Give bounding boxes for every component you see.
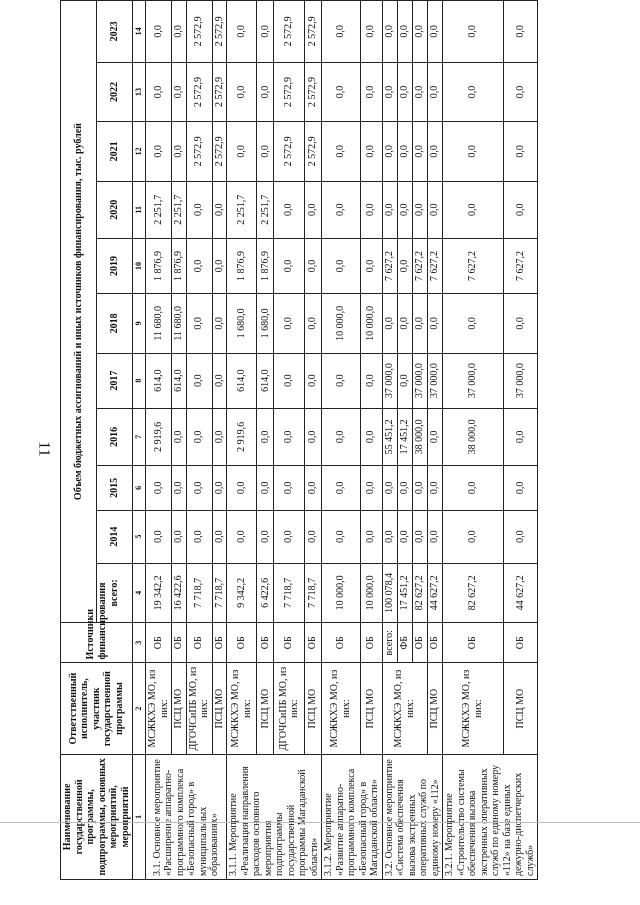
year-value-cell: 0,0 <box>397 238 412 293</box>
year-value-cell: 0,0 <box>322 353 361 408</box>
source-cell: ОБ <box>322 623 361 663</box>
source-cell: ОБ <box>212 623 227 663</box>
year-value-cell: 0,0 <box>172 122 187 181</box>
year-value-cell: 0,0 <box>304 353 321 408</box>
year-value-cell: 0,0 <box>397 62 412 121</box>
total-value-cell: 17 451,2 <box>397 563 412 622</box>
year-value-cell: 2 572,9 <box>274 62 304 121</box>
year-value-cell: 0,0 <box>412 62 427 121</box>
year-value-cell: 0,0 <box>322 408 361 465</box>
year-value-cell: 2 251,7 <box>146 181 172 238</box>
source-cell: ОБ <box>186 623 212 663</box>
executor-cell: МСЖКХЭ МО, из них: <box>227 663 257 754</box>
year-value-cell: 0,0 <box>186 466 212 511</box>
index-cell: 11 <box>133 181 146 238</box>
total-value-cell: 9 342,2 <box>227 563 257 622</box>
header-year: 2021 <box>97 122 133 181</box>
year-value-cell: 0,0 <box>172 510 187 563</box>
header-year: 2019 <box>97 238 133 293</box>
executor-cell: ДГОЧСиПБ МО, из них: <box>274 663 304 754</box>
year-value-cell: 0,0 <box>412 510 427 563</box>
year-value-cell: 0,0 <box>503 181 537 238</box>
year-value-cell: 0,0 <box>397 1 412 63</box>
year-value-cell: 0,0 <box>427 510 442 563</box>
year-value-cell: 7 627,2 <box>443 238 504 293</box>
page-number: 11 <box>35 441 53 457</box>
year-value-cell: 2 572,9 <box>304 122 321 181</box>
source-cell: ОБ <box>274 623 304 663</box>
year-value-cell: 0,0 <box>186 294 212 353</box>
table-row <box>172 1 187 880</box>
year-value-cell: 0,0 <box>412 294 427 353</box>
year-value-cell: 38 000,0 <box>412 408 427 465</box>
source-cell: ОБ <box>427 623 442 663</box>
year-value-cell: 2 572,9 <box>186 62 212 121</box>
year-value-cell: 1 876,9 <box>257 238 274 293</box>
index-row <box>133 1 146 880</box>
year-value-cell: 2 919,6 <box>227 408 257 465</box>
year-value-cell: 614,0 <box>257 353 274 408</box>
executor-cell: МСЖКХЭ МО, из них: <box>146 663 172 754</box>
year-value-cell: 0,0 <box>146 122 172 181</box>
header-name: Наименование государственной программы, подпрограммы, основных мероприятий, мероприятий <box>61 754 133 879</box>
year-value-cell: 0,0 <box>274 294 304 353</box>
year-value-cell: 2 251,7 <box>257 181 274 238</box>
header-year: 2023 <box>97 1 133 63</box>
year-value-cell: 2 572,9 <box>304 1 321 63</box>
source-cell: ОБ <box>227 623 257 663</box>
table-row <box>227 1 257 880</box>
total-value-cell: 7 718,7 <box>212 563 227 622</box>
executor-cell: ДГОЧСиПБ МО, из них: <box>186 663 212 754</box>
index-cell: 14 <box>133 1 146 63</box>
year-value-cell: 0,0 <box>257 62 274 121</box>
year-value-cell: 0,0 <box>186 510 212 563</box>
executor-cell: ПСЦ МО <box>172 663 187 754</box>
header-year: 2020 <box>97 181 133 238</box>
page-bottom-rule <box>0 822 640 823</box>
year-value-cell: 55 451,2 <box>382 408 397 465</box>
year-value-cell: 0,0 <box>503 466 537 511</box>
index-cell: 5 <box>133 510 146 563</box>
executor-cell: МСЖКХЭ МО, из них: <box>322 663 361 754</box>
year-value-cell: 2 572,9 <box>274 122 304 181</box>
year-value-cell: 0,0 <box>227 466 257 511</box>
year-value-cell: 0,0 <box>257 510 274 563</box>
table-row <box>212 1 227 880</box>
table-row <box>503 1 537 880</box>
year-value-cell: 7 627,2 <box>503 238 537 293</box>
year-value-cell: 0,0 <box>227 62 257 121</box>
source-cell: ОБ <box>412 623 427 663</box>
year-value-cell: 0,0 <box>397 122 412 181</box>
year-value-cell: 0,0 <box>412 122 427 181</box>
year-value-cell: 0,0 <box>212 181 227 238</box>
year-value-cell: 0,0 <box>397 181 412 238</box>
index-cell: 2 <box>133 663 146 754</box>
year-value-cell: 0,0 <box>304 510 321 563</box>
table-row <box>257 1 274 880</box>
year-value-cell: 0,0 <box>382 294 397 353</box>
index-cell: 12 <box>133 122 146 181</box>
year-value-cell: 0,0 <box>274 181 304 238</box>
year-value-cell: 0,0 <box>322 1 361 63</box>
source-cell: ОБ <box>146 623 172 663</box>
year-value-cell: 0,0 <box>382 510 397 563</box>
rotated-table-container <box>60 0 630 880</box>
total-value-cell: 82 627,2 <box>443 563 504 622</box>
header-funding: Объем бюджетных ассигнований и иных источников финансирования, тыс. рублей <box>61 1 97 623</box>
year-value-cell: 0,0 <box>443 122 504 181</box>
year-value-cell: 17 451,2 <box>397 408 412 465</box>
year-value-cell: 0,0 <box>172 466 187 511</box>
year-value-cell: 0,0 <box>503 510 537 563</box>
source-cell: ФБ <box>397 623 412 663</box>
year-value-cell: 2 572,9 <box>186 122 212 181</box>
year-value-cell: 0,0 <box>274 408 304 465</box>
year-value-cell: 38 000,0 <box>443 408 504 465</box>
year-value-cell: 0,0 <box>257 1 274 63</box>
year-value-cell: 37 000,0 <box>503 353 537 408</box>
header-year: 2018 <box>97 294 133 353</box>
year-value-cell: 11 680,0 <box>172 294 187 353</box>
year-value-cell: 0,0 <box>382 122 397 181</box>
year-value-cell: 0,0 <box>382 62 397 121</box>
year-value-cell: 0,0 <box>360 122 382 181</box>
year-value-cell: 1 680,0 <box>257 294 274 353</box>
index-cell: 7 <box>133 408 146 465</box>
total-value-cell: 6 422,6 <box>257 563 274 622</box>
year-value-cell: 1 680,0 <box>227 294 257 353</box>
year-value-cell: 0,0 <box>227 510 257 563</box>
executor-cell: ПСЦ МО <box>427 663 442 754</box>
year-value-cell: 0,0 <box>274 238 304 293</box>
year-value-cell: 0,0 <box>382 1 397 63</box>
year-value-cell: 0,0 <box>304 181 321 238</box>
year-value-cell: 7 627,2 <box>427 238 442 293</box>
year-value-cell: 0,0 <box>443 466 504 511</box>
year-value-cell: 0,0 <box>322 122 361 181</box>
year-value-cell: 0,0 <box>304 238 321 293</box>
total-value-cell: 10 000,0 <box>360 563 382 622</box>
table-row <box>427 1 442 880</box>
year-value-cell: 0,0 <box>412 181 427 238</box>
measure-name: 3.2. Основное мероприятие «Система обеспечения вызова экстренных оперативных служб по единому номеру «112» <box>382 754 443 879</box>
table-row <box>360 1 382 880</box>
header-executor: Ответственный исполнитель, участник государственной программы <box>61 663 133 754</box>
measure-name: 3.1.2. Мероприятие «Развитие аппаратно-программного комплекса «Безопасный город» в Магаданской области» <box>322 754 383 879</box>
year-value-cell: 0,0 <box>360 238 382 293</box>
header-year: 2016 <box>97 408 133 465</box>
year-value-cell: 11 680,0 <box>146 294 172 353</box>
year-value-cell: 2 572,9 <box>212 62 227 121</box>
measure-name: 3.2.1. Мероприятие «Строительство системы обеспечения вызова экстренных оперативных служб по единому номеру «112» на базе единых дежурно-диспетчерских служб» <box>443 754 538 879</box>
year-value-cell: 2 572,9 <box>304 62 321 121</box>
total-value-cell: 7 718,7 <box>304 563 321 622</box>
year-value-cell: 0,0 <box>212 294 227 353</box>
year-value-cell: 0,0 <box>360 353 382 408</box>
table-row <box>382 1 397 880</box>
source-cell: ОБ <box>172 623 187 663</box>
table-row <box>304 1 321 880</box>
year-value-cell: 0,0 <box>443 294 504 353</box>
total-value-cell: 7 718,7 <box>274 563 304 622</box>
year-value-cell: 0,0 <box>257 466 274 511</box>
year-value-cell: 0,0 <box>443 1 504 63</box>
total-value-cell: 44 627,2 <box>427 563 442 622</box>
year-value-cell: 0,0 <box>257 408 274 465</box>
year-value-cell: 10 000,0 <box>322 294 361 353</box>
year-value-cell: 0,0 <box>427 408 442 465</box>
executor-cell: МСЖКХЭ МО, из них: <box>382 663 427 754</box>
year-value-cell: 0,0 <box>146 466 172 511</box>
year-value-cell: 2 919,6 <box>146 408 172 465</box>
year-value-cell: 0,0 <box>397 510 412 563</box>
year-value-cell: 0,0 <box>360 408 382 465</box>
total-value-cell: 7 718,7 <box>186 563 212 622</box>
measure-name: 3.1. Основное мероприятие «Расширение аппаратно-программного комплекса «Безопасный город» в муниципальных образованиях» <box>146 754 227 879</box>
year-value-cell: 0,0 <box>172 408 187 465</box>
year-value-cell: 0,0 <box>360 466 382 511</box>
header-year: 2015 <box>97 466 133 511</box>
year-value-cell: 7 627,2 <box>382 238 397 293</box>
year-value-cell: 2 251,7 <box>227 181 257 238</box>
index-cell: 9 <box>133 294 146 353</box>
year-value-cell: 0,0 <box>322 181 361 238</box>
total-value-cell: 16 422,6 <box>172 563 187 622</box>
year-value-cell: 0,0 <box>427 181 442 238</box>
total-value-cell: 82 627,2 <box>412 563 427 622</box>
total-value-cell: 10 000,0 <box>322 563 361 622</box>
executor-cell: ПСЦ МО <box>360 663 382 754</box>
year-value-cell: 0,0 <box>212 353 227 408</box>
year-value-cell: 0,0 <box>146 62 172 121</box>
year-value-cell: 0,0 <box>503 62 537 121</box>
year-value-cell: 0,0 <box>186 408 212 465</box>
source-cell: ОБ <box>503 623 537 663</box>
measure-name: 3.1.1. Мероприятие «Реализация направления расходов основного мероприятия подпрограммы государственной программы Магаданской области» <box>227 754 322 879</box>
total-value-cell: 100 078,4 <box>382 563 397 622</box>
year-value-cell: 0,0 <box>172 62 187 121</box>
year-value-cell: 2 251,7 <box>172 181 187 238</box>
source-cell: всего: <box>382 623 397 663</box>
year-value-cell: 0,0 <box>304 466 321 511</box>
year-value-cell: 1 876,9 <box>172 238 187 293</box>
year-value-cell: 0,0 <box>322 466 361 511</box>
year-value-cell: 0,0 <box>360 510 382 563</box>
header-year: 2022 <box>97 62 133 121</box>
year-value-cell: 37 000,0 <box>427 353 442 408</box>
index-cell: 13 <box>133 62 146 121</box>
year-value-cell: 0,0 <box>146 510 172 563</box>
year-value-cell: 0,0 <box>427 1 442 63</box>
year-value-cell: 2 572,9 <box>212 122 227 181</box>
table-row <box>274 1 304 880</box>
year-value-cell: 0,0 <box>172 1 187 63</box>
year-value-cell: 0,0 <box>274 353 304 408</box>
year-value-cell: 2 572,9 <box>212 1 227 63</box>
year-value-cell: 0,0 <box>186 238 212 293</box>
year-value-cell: 2 572,9 <box>274 1 304 63</box>
index-cell: 10 <box>133 238 146 293</box>
year-value-cell: 0,0 <box>146 1 172 63</box>
header-source: Источники финансирования <box>61 623 133 663</box>
year-value-cell: 0,0 <box>212 408 227 465</box>
year-value-cell: 0,0 <box>186 181 212 238</box>
year-value-cell: 1 876,9 <box>227 238 257 293</box>
year-value-cell: 0,0 <box>412 1 427 63</box>
index-cell: 3 <box>133 623 146 663</box>
executor-cell: ПСЦ МО <box>503 663 537 754</box>
total-value-cell: 19 342,2 <box>146 563 172 622</box>
year-value-cell: 0,0 <box>503 294 537 353</box>
year-value-cell: 614,0 <box>227 353 257 408</box>
year-value-cell: 0,0 <box>427 122 442 181</box>
year-value-cell: 0,0 <box>412 466 427 511</box>
year-value-cell: 614,0 <box>172 353 187 408</box>
total-value-cell: 44 627,2 <box>503 563 537 622</box>
year-value-cell: 0,0 <box>427 294 442 353</box>
table-row <box>186 1 212 880</box>
year-value-cell: 0,0 <box>382 181 397 238</box>
year-value-cell: 0,0 <box>397 466 412 511</box>
year-value-cell: 0,0 <box>186 353 212 408</box>
year-value-cell: 0,0 <box>503 1 537 63</box>
executor-cell: ПСЦ МО <box>304 663 321 754</box>
year-value-cell: 10 000,0 <box>360 294 382 353</box>
year-value-cell: 0,0 <box>360 181 382 238</box>
header-year: 2014 <box>97 510 133 563</box>
year-value-cell: 0,0 <box>322 510 361 563</box>
year-value-cell: 0,0 <box>212 238 227 293</box>
table-row <box>322 1 361 880</box>
table-row <box>443 1 504 880</box>
year-value-cell: 0,0 <box>212 510 227 563</box>
year-value-cell: 0,0 <box>304 408 321 465</box>
year-value-cell: 0,0 <box>503 122 537 181</box>
source-cell: ОБ <box>360 623 382 663</box>
year-value-cell: 0,0 <box>227 1 257 63</box>
funding-table <box>60 0 538 880</box>
year-value-cell: 0,0 <box>257 122 274 181</box>
year-value-cell: 0,0 <box>274 510 304 563</box>
source-cell: ОБ <box>443 623 504 663</box>
year-value-cell: 0,0 <box>212 466 227 511</box>
index-cell: 8 <box>133 353 146 408</box>
source-cell: ОБ <box>257 623 274 663</box>
year-value-cell: 0,0 <box>427 62 442 121</box>
year-value-cell: 0,0 <box>322 62 361 121</box>
executor-cell: ПСЦ МО <box>212 663 227 754</box>
header-total: всего: <box>97 563 133 622</box>
year-value-cell: 0,0 <box>397 353 412 408</box>
year-value-cell: 0,0 <box>443 510 504 563</box>
executor-cell: ПСЦ МО <box>257 663 274 754</box>
year-value-cell: 37 000,0 <box>382 353 397 408</box>
index-cell: 6 <box>133 466 146 511</box>
year-value-cell: 0,0 <box>443 181 504 238</box>
year-value-cell: 7 627,2 <box>412 238 427 293</box>
table-row <box>146 1 172 880</box>
year-value-cell: 37 000,0 <box>443 353 504 408</box>
index-cell: 1 <box>133 754 146 879</box>
year-value-cell: 0,0 <box>227 122 257 181</box>
year-value-cell: 0,0 <box>360 1 382 63</box>
year-value-cell: 0,0 <box>397 294 412 353</box>
index-cell: 4 <box>133 563 146 622</box>
year-value-cell: 0,0 <box>443 62 504 121</box>
year-value-cell: 0,0 <box>382 466 397 511</box>
year-value-cell: 0,0 <box>427 466 442 511</box>
year-value-cell: 0,0 <box>304 294 321 353</box>
year-value-cell: 614,0 <box>146 353 172 408</box>
year-value-cell: 0,0 <box>503 408 537 465</box>
header-year: 2017 <box>97 353 133 408</box>
year-value-cell: 0,0 <box>274 466 304 511</box>
year-value-cell: 1 876,9 <box>146 238 172 293</box>
year-value-cell: 0,0 <box>322 238 361 293</box>
year-value-cell: 2 572,9 <box>186 1 212 63</box>
year-value-cell: 37 000,0 <box>412 353 427 408</box>
source-cell: ОБ <box>304 623 321 663</box>
executor-cell: МСЖКХЭ МО, из них: <box>443 663 504 754</box>
year-value-cell: 0,0 <box>360 62 382 121</box>
